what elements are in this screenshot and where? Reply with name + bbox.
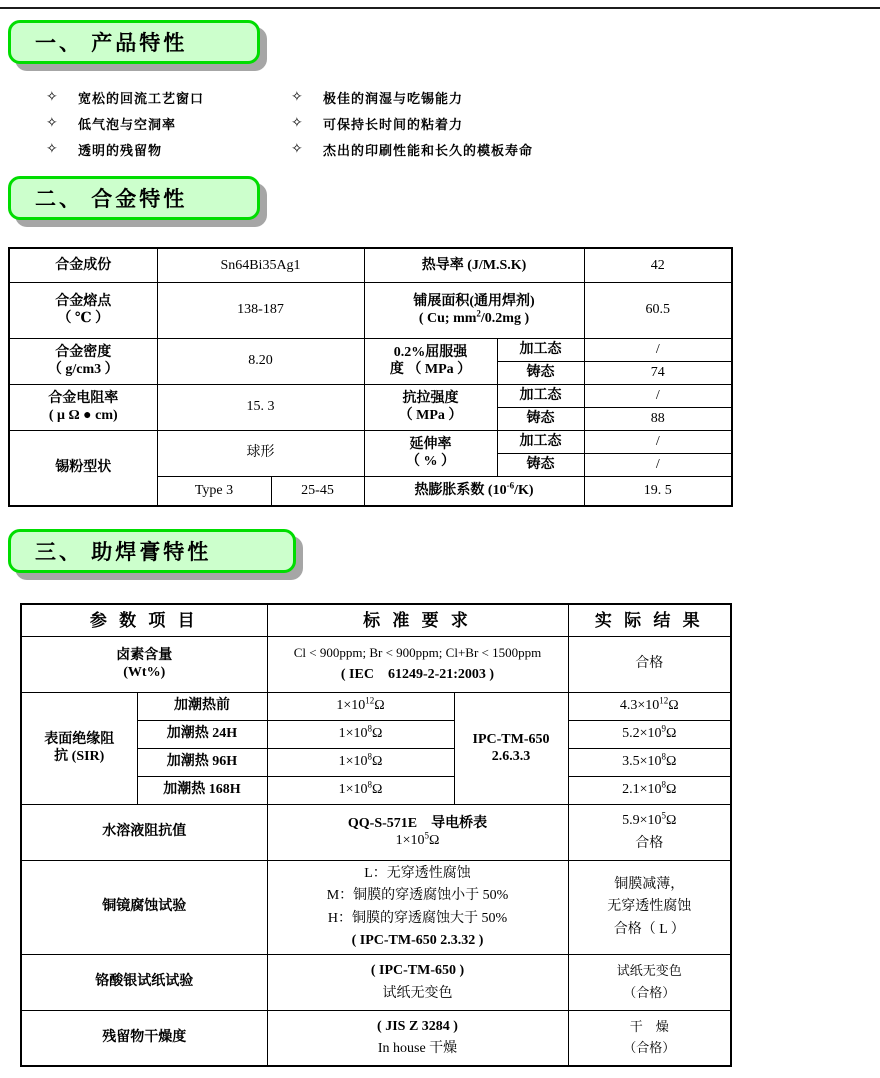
cell-sir-method: IPC-TM-650 2.6.3.3 xyxy=(454,692,568,804)
cell-water-resistance-result: $5.9\times 10^5\Omega$ 合格 xyxy=(568,804,731,860)
exponent: 8 xyxy=(661,751,666,762)
cell-composition-value: Sn64Bi35Ag1 xyxy=(157,248,364,282)
cell-sir-standard: $1\times 10^8\Omega$ xyxy=(267,776,454,804)
diamond-bullet-icon: ✧ xyxy=(46,141,59,157)
feature-text: 可保持长时间的粘着力 xyxy=(323,116,464,132)
cell-thermal-conductivity-value: 42 xyxy=(584,248,732,282)
cell-sir-result: $3.5\times 10^8\Omega$ xyxy=(568,748,731,776)
exponent: 8 xyxy=(367,779,372,790)
cell-yield-strength-label: 0.2%屈服强 度 （ MPa ） xyxy=(364,338,497,384)
cell-yield-wrought-value: / xyxy=(584,338,732,361)
cell-tensile-strength-label: 抗拉强度 （ MPa ） xyxy=(364,384,497,430)
exponent: 8 xyxy=(367,751,372,762)
table-row xyxy=(9,430,732,453)
cell-elongation-cast-value: / xyxy=(584,453,732,476)
cell-sir-result: $4.3\times 10^{12}\Omega$ xyxy=(568,692,731,720)
cell-water-resistance-standard: QQ-S-571E 导电桥表 $1\times 10^5\Omega$ xyxy=(267,804,568,860)
column-header-parameter: 参 数 项 目 xyxy=(21,604,267,636)
cell-sir-label: 表面绝缘阻 抗 (SIR) xyxy=(21,692,137,804)
cell-state-wrought: 加工态 xyxy=(497,430,584,453)
table-row xyxy=(21,636,731,692)
cell-state-wrought: 加工态 xyxy=(497,384,584,407)
section-title: 一、 产品特性 xyxy=(35,31,188,55)
diamond-bullet-icon: ✧ xyxy=(46,89,59,105)
cell-melting-point-label: 合金熔点 （ ℃ ） xyxy=(9,282,157,338)
feature-text: 低气泡与空洞率 xyxy=(78,116,177,132)
cell-sir-condition: 加潮热前 xyxy=(137,692,267,720)
feature-text: 极佳的润湿与吃锡能力 xyxy=(323,90,464,106)
cell-copper-mirror-label: 铜镜腐蚀试验 xyxy=(21,860,267,954)
cell-thermal-conductivity-label: 热导率 (J/M.S.K) xyxy=(364,248,584,282)
section-banner-product-features xyxy=(8,20,260,64)
cell-sir-condition: 加潮热 24H xyxy=(137,720,267,748)
cell-residue-dryness-standard: ( JIS Z 3284 ) In house 干燥 xyxy=(267,1010,568,1066)
cell-silver-chromate-result: 试纸无变色 （合格） xyxy=(568,954,731,1010)
cell-resistivity-label: 合金电阻率 ( μ Ω ● cm) xyxy=(9,384,157,430)
list-item xyxy=(46,110,286,136)
column-header-result: 实 际 结 果 xyxy=(568,604,731,636)
feature-column-left xyxy=(46,84,286,162)
section-title: 二、 合金特性 xyxy=(35,187,188,211)
table-row xyxy=(9,248,732,282)
cell-state-cast: 铸态 xyxy=(497,453,584,476)
cell-sir-standard: $1\times 10^{12}\Omega$ xyxy=(267,692,454,720)
alloy-properties-table xyxy=(8,247,733,507)
cell-halogen-standard: Cl < 900ppm; Br < 900ppm; Cl+Br < 1500ppm ( IEC 61249-2-21:2003 ) xyxy=(267,636,568,692)
cell-density-value: 8.20 xyxy=(157,338,364,384)
cell-sir-condition: 加潮热 168H xyxy=(137,776,267,804)
cell-sir-result: $5.2\times 10^9\Omega$ xyxy=(568,720,731,748)
cell-elongation-label: 延伸率 （ % ） xyxy=(364,430,497,476)
exponent: 12 xyxy=(659,695,669,706)
list-item xyxy=(291,84,621,110)
cell-tensile-wrought-value: / xyxy=(584,384,732,407)
exponent: -6 xyxy=(506,480,515,491)
exponent: 5 xyxy=(424,830,429,841)
list-item xyxy=(46,136,286,162)
feature-text: 杰出的印刷性能和长久的模板寿命 xyxy=(323,142,534,158)
cell-sir-condition: 加潮热 96H xyxy=(137,748,267,776)
cell-copper-mirror-standard: L：无穿透性腐蚀 M：铜膜的穿透腐蚀小于 50% H：铜膜的穿透腐蚀大于 50% ( IPC-TM-650 2.3.32 ) xyxy=(267,860,568,954)
exponent: 2 xyxy=(476,308,481,319)
section-banner-flux-properties xyxy=(8,529,296,573)
cell-elongation-wrought-value: / xyxy=(584,430,732,453)
cell-water-resistance-label: 水溶液阻抗值 xyxy=(21,804,267,860)
list-item xyxy=(291,110,621,136)
cell-spread-area-value: 60.5 xyxy=(584,282,732,338)
cell-composition-label: 合金成份 xyxy=(9,248,157,282)
exponent: 5 xyxy=(661,810,666,821)
diamond-bullet-icon: ✧ xyxy=(291,141,304,157)
feature-column-right xyxy=(291,84,621,162)
cell-silver-chromate-label: 铬酸银试纸试验 xyxy=(21,954,267,1010)
diamond-bullet-icon: ✧ xyxy=(291,89,304,105)
cell-tensile-cast-value: 88 xyxy=(584,407,732,430)
cell-density-label: 合金密度 （ g/cm3 ） xyxy=(9,338,157,384)
cell-halogen-label: 卤素含量 (Wt%) xyxy=(21,636,267,692)
cell-halogen-result: 合格 xyxy=(568,636,731,692)
cell-sir-result: $2.1\times 10^8\Omega$ xyxy=(568,776,731,804)
table-header-row xyxy=(21,604,731,636)
cell-spread-area-label: 铺展面积(通用焊剂) ( Cu; $mm^2/0.2mg$ ) xyxy=(364,282,584,338)
section-banner-alloy-properties xyxy=(8,176,260,220)
table-row xyxy=(9,338,732,361)
cell-sir-standard: $1\times 10^8\Omega$ xyxy=(267,748,454,776)
cell-melting-point-value: 138-187 xyxy=(157,282,364,338)
cell-state-cast: 铸态 xyxy=(497,407,584,430)
flux-paste-properties-table xyxy=(20,603,732,1067)
table-row xyxy=(21,692,731,720)
column-header-standard: 标 准 要 求 xyxy=(267,604,568,636)
cell-powder-shape-label: 锡粉型状 xyxy=(9,430,157,506)
cell-resistivity-value: 15. 3 xyxy=(157,384,364,430)
cell-yield-cast-value: 74 xyxy=(584,361,732,384)
top-rule-divider xyxy=(0,7,880,9)
cell-sir-standard: $1\times 10^8\Omega$ xyxy=(267,720,454,748)
list-item xyxy=(46,84,286,110)
cell-powder-shape-value: 球形 xyxy=(157,430,364,476)
table-row xyxy=(21,860,731,954)
cell-powder-type: Type 3 xyxy=(157,476,271,506)
cell-silver-chromate-standard: ( IPC-TM-650 ) 试纸无变色 xyxy=(267,954,568,1010)
exponent: 12 xyxy=(365,695,375,706)
diamond-bullet-icon: ✧ xyxy=(46,115,59,131)
cell-residue-dryness-label: 残留物干燥度 xyxy=(21,1010,267,1066)
table-row xyxy=(21,954,731,1010)
cell-state-cast: 铸态 xyxy=(497,361,584,384)
feature-text: 透明的残留物 xyxy=(78,142,163,158)
table-row xyxy=(21,1010,731,1066)
table-row xyxy=(9,282,732,338)
exponent: 9 xyxy=(661,723,666,734)
table-row xyxy=(21,804,731,860)
exponent: 8 xyxy=(661,779,666,790)
cell-cte-value: 19. 5 xyxy=(584,476,732,506)
cell-powder-size: 25-45 xyxy=(271,476,364,506)
cell-residue-dryness-result: 干 燥 （合格） xyxy=(568,1010,731,1066)
cell-copper-mirror-result: 铜膜减薄， 无穿透性腐蚀 合格（ L ） xyxy=(568,860,731,954)
table-row xyxy=(9,384,732,407)
list-item xyxy=(291,136,621,162)
cell-cte-label: 热膨胀系数 $(10^{-6}/K)$ xyxy=(364,476,584,506)
section-title: 三、 助焊膏特性 xyxy=(35,540,212,564)
exponent: 8 xyxy=(367,723,372,734)
cell-state-wrought: 加工态 xyxy=(497,338,584,361)
feature-text: 宽松的回流工艺窗口 xyxy=(78,90,205,106)
diamond-bullet-icon: ✧ xyxy=(291,115,304,131)
